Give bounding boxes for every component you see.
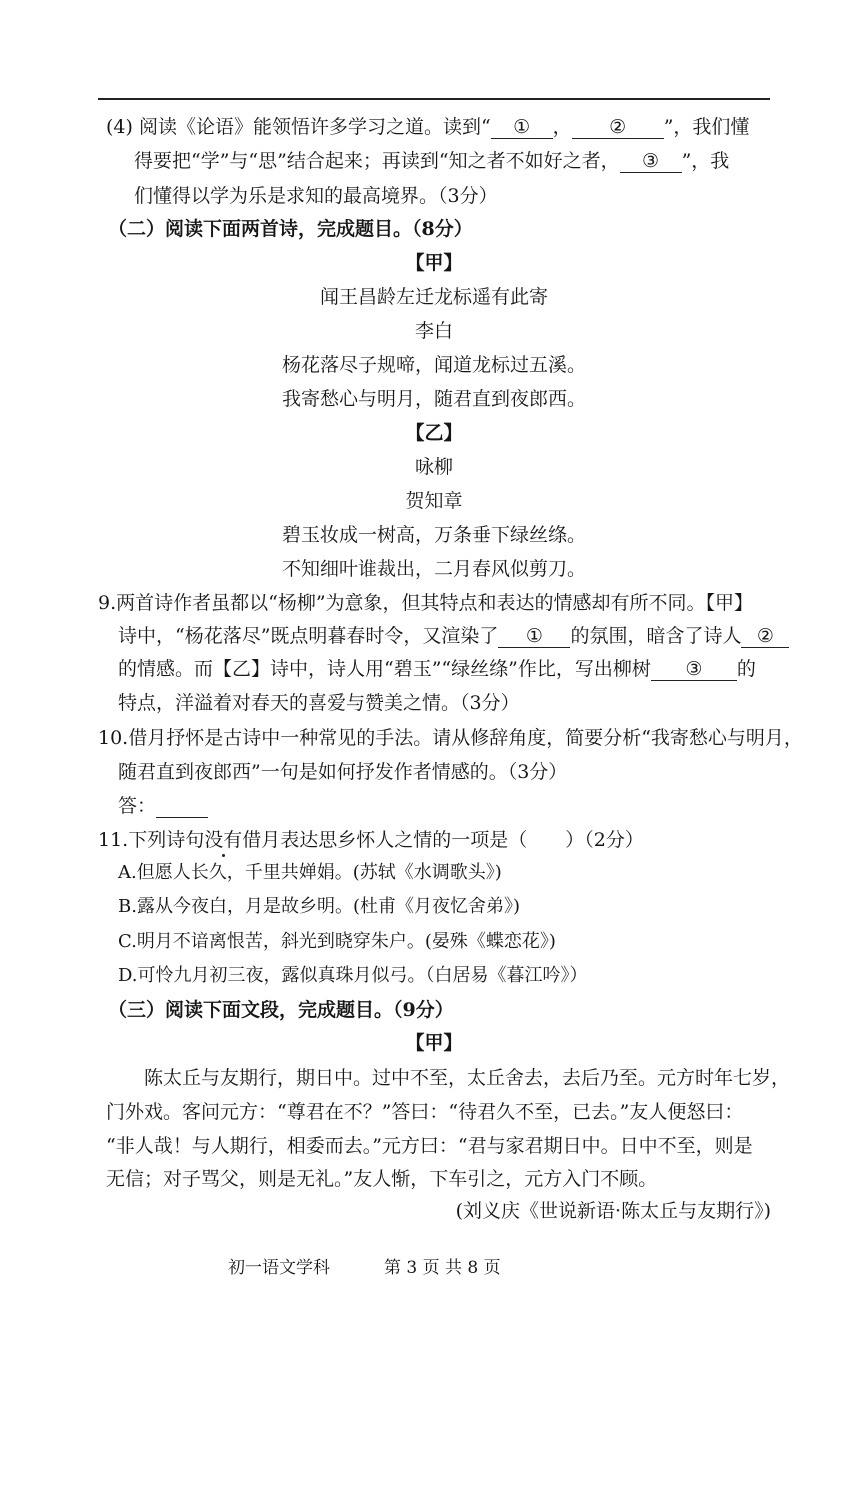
q9-text: 的氛围，暗含了诗人 (570, 625, 742, 647)
passage-line-3: “非人哉！与人期行，相委而去。”元方曰：“君与家君期日中。日中不至，则是 (106, 1135, 753, 1157)
q9-text: 的 (736, 658, 756, 680)
poem-a-line-2: 我寄愁心与明月，随君直到夜郎西。 (281, 388, 586, 410)
poem-b-line-2: 不知细叶谁裁出，二月春风似剪刀。 (281, 558, 586, 580)
q11-emphasis-text: 没有 (204, 829, 243, 851)
poem-b-line-1: 碧玉妆成一树高，万条垂下绿丝绦。 (281, 524, 586, 546)
passage-source: (刘义庆《世说新语·陈太丘与友期行》) (455, 1200, 771, 1222)
q9-blank-1[interactable]: ① (498, 627, 570, 648)
footer-page-number: 第 3 页 共 8 页 (384, 1258, 501, 1278)
q4-text: ， (552, 116, 572, 138)
q11-option-b[interactable]: B.露从今夜白，月是故乡明。(杜甫《月夜忆舍弟》) (118, 896, 520, 917)
q4-text: ”，我们懂 (663, 116, 750, 138)
q11-text: 11.下列诗句 (98, 829, 205, 851)
q4-line-1 (106, 118, 749, 139)
q10-line-2: 随君直到夜郎西”一句是如何抒发作者情感的。（3分） (118, 761, 568, 783)
poem-b-title: 咏柳 (414, 456, 453, 478)
footer-subject: 初一语文学科 (228, 1258, 330, 1278)
poem-a-author: 李白 (414, 320, 453, 342)
passage-line-2: 门外戏。客问元方：“尊君在不？”答曰：“待君久不至，已去。”友人便怒曰： (106, 1101, 744, 1123)
q11-stem (98, 831, 644, 850)
q9-text: 的情感。而【乙】诗中，诗人用“碧玉”“绿丝绦”作比，写出柳树 (118, 658, 651, 680)
q4-blank-2[interactable]: ② (572, 118, 664, 139)
poem-a-title: 闻王昌龄左迁龙标遥有此寄 (319, 286, 548, 308)
header-rule (98, 98, 770, 100)
q4-blank-1[interactable]: ① (491, 118, 553, 139)
q11-option-c[interactable]: C.明月不谙离恨苦，斜光到晓穿朱户。(晏殊《蝶恋花》) (118, 931, 556, 952)
q9-line-4: 特点，洋溢着对春天的喜爱与赞美之情。（3分） (118, 692, 520, 714)
q9-text: 诗中，“杨花落尽”既点明暮春时令，又渲染了 (118, 625, 499, 647)
q4-blank-3[interactable]: ③ (620, 152, 682, 173)
q9-line-1: 9.两首诗作者虽都以“杨柳”为意象，但其特点和表达的情感却有所不同。【甲】 (98, 592, 754, 614)
q9-line-2 (118, 627, 789, 648)
poem-a-label: 【甲】 (405, 252, 463, 274)
q11-text: 借月表达思乡怀人之情的一项是（ ）（2分） (242, 829, 644, 851)
answer-label: 答： (118, 795, 157, 817)
q10-answer-row (118, 797, 208, 818)
section3-heading: （三）阅读下面文段，完成题目。（9分） (108, 999, 454, 1021)
q9-blank-2[interactable]: ② (741, 627, 789, 648)
q9-line-3 (118, 660, 756, 681)
q4-text: 得要把“学”与“思”结合起来；再读到“知之者不如好之者， (134, 150, 620, 172)
passage-line-1: 陈太丘与友期行，期日中。过中不至，太丘舍去，去后乃至。元方时年七岁， (144, 1067, 791, 1089)
poem-b-label: 【乙】 (405, 422, 463, 444)
q10-line-1: 10.借月抒怀是古诗中一种常见的手法。请从修辞角度，简要分析“我寄愁心与明月， (98, 727, 803, 749)
passage-line-4: 无信；对子骂父，则是无礼。”友人惭，下车引之，元方入门不顾。 (106, 1168, 658, 1190)
poem-b-author: 贺知章 (405, 490, 463, 512)
q11-option-a[interactable]: A.但愿人长久，千里共婵娟。(苏轼《水调歌头》) (118, 862, 502, 883)
q9-blank-3[interactable]: ③ (651, 660, 737, 681)
q4-text: (4) 阅读《论语》能领悟许多学习之道。读到“ (106, 116, 491, 138)
q10-answer-field[interactable] (156, 797, 208, 818)
q4-line-2 (134, 152, 729, 173)
poem-a-line-1: 杨花落尽子规啼，闻道龙标过五溪。 (281, 354, 586, 376)
section2-heading: （二）阅读下面两首诗，完成题目。（8分） (108, 218, 473, 240)
q4-text: ”，我 (681, 150, 730, 172)
q11-option-d[interactable]: D.可怜九月初三夜，露似真珠月似弓。（白居易《暮江吟》） (118, 965, 588, 986)
passage-a-label: 【甲】 (405, 1032, 463, 1054)
q4-line-3: 们懂得以学为乐是求知的最高境界。（3分） (134, 185, 498, 207)
